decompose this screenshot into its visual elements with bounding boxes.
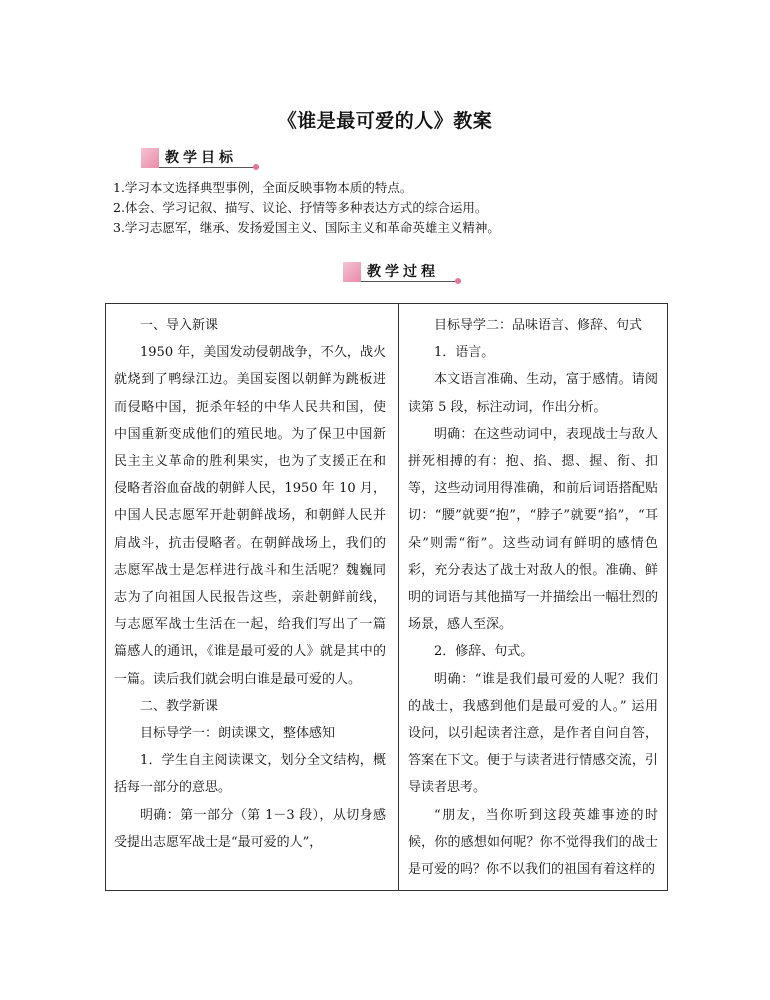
paragraph: 二、教学新课	[140, 698, 219, 714]
section-heading-process: 教学过程	[367, 264, 439, 280]
page-title: 《谁是最可爱的人》教案	[277, 110, 493, 132]
objective-item: 1.学习本文选择典型事例，全面反映事物本质的特点。	[113, 180, 413, 195]
paragraph: 目标导学二：品味语言、修辞、句式	[434, 318, 643, 333]
objectives-list	[113, 178, 673, 238]
banner-underline	[159, 167, 259, 168]
paragraph: “朋友，当你听到这段英雄事迹的时候，你的感想如何呢？你不觉得我们的战士是可爱的吗？你不以我们的祖国有着这样的	[408, 807, 658, 878]
paragraph: 明确：第一部分（第 1－3 段），从切身感受提出志愿军战士是“最可爱的人”，	[114, 807, 386, 850]
section-banner-process	[343, 260, 463, 286]
paragraph: 1．语言。	[434, 345, 495, 361]
right-column	[408, 312, 658, 883]
paragraph: 明确：在这些动词中，表现战士与敌人拼死相搏的有：抱、掐、摁、握、衔、扣等，这些动词用得准确，和前后词语搭配贴切：“腰”就要“抱”，“脖子”就要“掐”，“耳朵”则需“衔”。这些动词有鲜明的感情色彩，充分表达了战士对敌人的恨。准确、鲜明的词语与其他描写一并描绘出一幅壮烈的场景，感人至深。	[408, 426, 658, 633]
section-banner-goals	[141, 146, 261, 172]
paragraph: 本文语言准确、生动，富于感情。请阅读第 5 段，标注动词，作出分析。	[408, 372, 658, 415]
column-divider	[398, 304, 399, 890]
pink-block-icon	[141, 148, 159, 168]
paragraph: 一、导入新课	[140, 318, 219, 333]
lesson-table	[105, 303, 668, 891]
paragraph: 1．学生自主阅读课文，划分全文结构，概括每一部分的意思。	[114, 753, 386, 796]
paragraph: 明确：“谁是我们最可爱的人呢？我们的战士，我感到他们是最可爱的人。” 运用设问，以引起读者注意，是作者自问自答，答案在下文。便于与读者进行情感交流，引导读者思考。	[408, 671, 658, 796]
pink-dot-icon	[253, 164, 259, 170]
paragraph: 1950 年，美国发动侵朝战争，不久，战火就烧到了鸭绿江边。美国妄图以朝鲜为跳板进而侵略中国，扼杀年轻的中华人民共和国，使中国重新变成他们的殖民地。为了保卫中国新民主主义革命的胜利果实，也为了支援正在和侵略者浴血奋战的朝鲜人民，1950 年 10 月，中国人民志愿军开赴朝鲜战场，和朝鲜人民并肩战斗，抗击侵略者。在朝鲜战场上，我们的志愿军战士是怎样进行战斗和生活呢？魏巍同志为了向祖国人民报告这些，亲赴朝鲜前线，与志愿军战士生活在一起，给我们写出了一篇篇感人的通讯，《谁是最可爱的人》就是其中的一篇。读后我们就会明白谁是最可爱的人。	[114, 345, 386, 687]
paragraph: 目标导学一：朗读课文，整体感知	[140, 726, 336, 742]
pink-block-icon	[343, 262, 361, 282]
pink-dot-icon	[455, 278, 461, 284]
paragraph: 2．修辞、句式。	[434, 644, 534, 660]
left-column	[114, 312, 386, 856]
objective-item: 2.体会、学习记叙、描写、议论、抒情等多种表达方式的综合运用。	[113, 200, 488, 215]
banner-underline	[361, 281, 461, 282]
objective-item: 3.学习志愿军，继承、发扬爱国主义、国际主义和革命英雄主义精神。	[113, 220, 500, 235]
section-heading-goals: 教学目标	[165, 150, 237, 166]
